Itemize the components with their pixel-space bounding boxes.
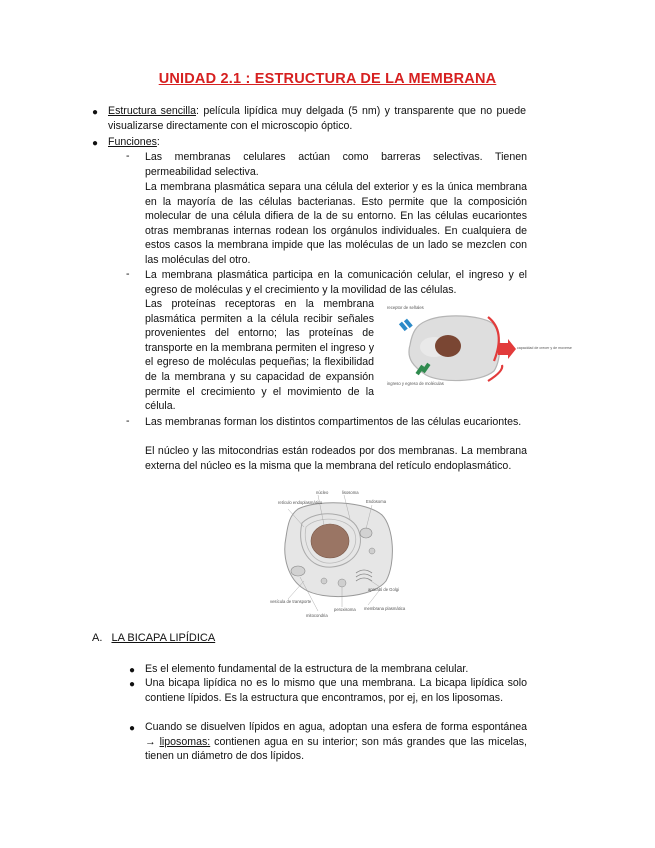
bicapa-bullet-2: Una bicapa lipídica no es lo mismo que una membrana. La bicapa lipídica solo contiene lípidos. Es la estructura que encontramos, por ej, en los liposomas. [145, 677, 527, 704]
cell-nucleus [435, 335, 461, 357]
figure1-label-receptor: receptor de señales [387, 305, 424, 310]
bullet-dot: ● [129, 665, 136, 676]
figure2-label-peroxisoma: peroxisoma [334, 607, 356, 612]
figure2-label-membrana: membrana plasmática [364, 606, 406, 611]
leader-line [288, 581, 304, 599]
figure2-label-mitocondria: mitocondria [306, 613, 328, 618]
dash-marker: - [126, 268, 130, 280]
funcion-item-1: Las membranas celulares actúan como barreras selectivas. Tienen permeabilidad selectiva. [145, 151, 527, 178]
liposomas-after: contienen agua en su interior; son más grandes que las micelas, tienen un diámetro de dos lípidos. [145, 735, 527, 763]
liposomas-before: Cuando se disuelven lípidos en agua, adoptan una esfera de forma espontánea → [145, 721, 527, 748]
vesicle-organelle [321, 578, 327, 584]
eukaryotic-cell-figure [268, 489, 406, 621]
mitochondrion-organelle [291, 566, 305, 576]
bicapa-bullet-3 [145, 720, 527, 764]
funcion-item-2: La membrana plasmática participa en la comunicación celular, el ingreso y el egreso de moléculas y el crecimiento y la movilidad de las células. [145, 269, 527, 296]
funciones-heading [108, 135, 160, 150]
estructura-term: Estructura sencilla [108, 105, 197, 117]
figure2-label-reticulo: retículo endoplasmático [278, 500, 323, 505]
bullet-dot: ● [129, 723, 136, 734]
funcion-item-3: Las membranas forman los distintos compartimentos de las células eucariontes. [145, 416, 522, 428]
section-a-title: LA BICAPA LIPÍDICA [111, 632, 216, 644]
figure2-label-nucleo: núcleo [316, 490, 329, 495]
cell-functions-figure [384, 299, 572, 395]
growth-arrow [498, 339, 516, 359]
bullet-dot: ● [92, 138, 99, 149]
nucleus-organelle [311, 524, 349, 558]
funciones-term: Funciones [108, 136, 157, 148]
section-a-letter: A. [92, 632, 103, 644]
bullet-dot: ● [129, 679, 136, 690]
estructura-text: : película lipídica muy delgada (5 nm) y transparente que no puede visualizarse directamente con el microscopio óptico. [108, 105, 526, 132]
funcion-item-2-detail: Las proteínas receptoras en la membrana plasmática permiten a la célula recibir señales provenientes del entorno; las proteínas de transporte en la membrana permiten el ingreso y el egreso de moléculas pequeñas; la flexibilidad de la membrana y su capacidad de expansión permite el crecimiento y el movimiento de la célula. [145, 298, 374, 413]
estructura-paragraph [108, 104, 526, 133]
liposomas-term: liposomas: [159, 735, 211, 748]
lysosome-organelle [369, 548, 375, 554]
page-title: UNIDAD 2.1 : ESTRUCTURA DE LA MEMBRANA [158, 71, 497, 87]
figure2-label-vesicula: vesícula de transporte [270, 599, 312, 604]
funciones-colon: : [156, 136, 160, 148]
bullet-dot: ● [92, 107, 99, 118]
dash-marker: - [126, 150, 130, 162]
figure1-label-transport: ingreso y egreso de moléculas [387, 381, 444, 386]
figure2-label-lisosoma: lisosoma [342, 490, 359, 495]
bicapa-bullet-1: Es el elemento fundamental de la estructura de la membrana celular. [145, 663, 469, 675]
dash-marker: - [126, 415, 130, 427]
figure2-label-endosoma: Endosoma [366, 499, 387, 504]
funcion-item-1-detail: La membrana plasmática separa una célula del exterior y es la única membrana en la mayoría de las células bacterianas. Esto permite que la composición molecular de una célula difiera de la de su entorno. En las células eucariontes otras membranas internas rodean los orgánulos individuales. En cualquiera de estos casos la membrana impide que las moléculas de un lado se mezclen con las moléculas del otro. [145, 181, 527, 266]
figure2-label-golgi: aparato de Golgi [368, 587, 399, 592]
funcion-item-3-detail: El núcleo y las mitocondrias están rodeados por dos membranas. La membrana externa del núcleo es la misma que la membrana del retículo endoplasmático. [145, 445, 527, 472]
figure1-label-growth: capacidad de crecer y de moverse [517, 346, 572, 350]
peroxisome-organelle [338, 579, 346, 587]
section-a-heading [92, 632, 215, 644]
endosome-organelle [360, 528, 372, 538]
